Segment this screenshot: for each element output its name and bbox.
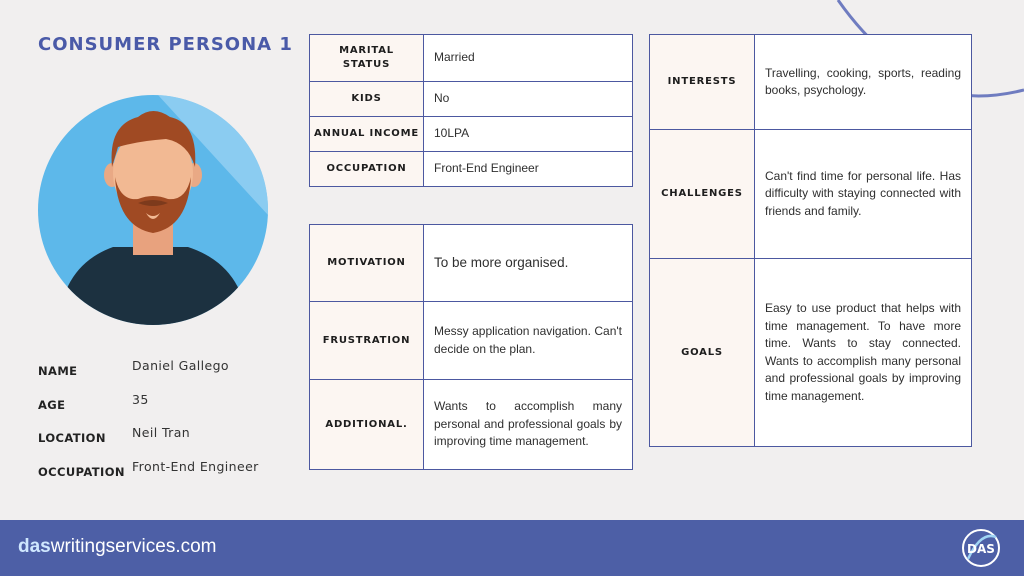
profile-label: NAME [38,364,78,378]
trait-value: Travelling, cooking, sports, reading books, psychology. [755,35,972,130]
detail-label: ANNUAL INCOME [310,117,424,152]
table-row [310,117,633,152]
table-row [310,152,633,187]
profile-label: AGE [38,397,66,412]
brand-suffix: writingservices.com [50,536,217,557]
table-row [310,302,633,380]
trait-value: Can't find time for personal life. Has difficulty with staying connected with friends and family. [755,130,972,259]
logo-text: DAS [967,542,995,556]
psycho-label: ADDITIONAL. [310,380,424,470]
profile-value: Neil Tran [132,425,191,440]
detail-value: No [424,82,633,117]
trait-value: Easy to use product that helps with time management. To have more time. Wants to stay connected. Wants to accomplish many personal and professional goals by improving time management. [755,259,972,447]
footer-bar [0,520,1024,576]
profile-label: LOCATION [38,431,106,445]
table-row [310,82,633,117]
detail-value: Married [424,35,633,82]
table-row [650,35,972,130]
traits-table [649,34,972,447]
detail-label: KIDS [310,82,424,117]
psycho-value: Wants to accomplish many personal and professional goals by improving time management. [424,380,633,470]
psycho-value: Messy application navigation. Can't decide on the plan. [424,302,633,380]
psycho-label: MOTIVATION [310,225,424,302]
brand-link[interactable] [18,536,217,558]
trait-label: INTERESTS [650,35,755,130]
profile-value: 35 [132,391,149,407]
das-logo-icon [956,523,1006,573]
trait-label: GOALS [650,259,755,447]
detail-value: 10LPA [424,117,633,152]
detail-label: OCCUPATION [310,152,424,187]
brand-prefix: das [18,536,51,557]
table-row [310,225,633,302]
detail-label: MARITAL STATUS [310,35,424,82]
table-row [310,35,633,82]
page-title: CONSUMER PERSONA 1 [38,34,293,55]
psycho-label: FRUSTRATION [310,302,424,380]
profile-value: Front-End Engineer [132,458,259,474]
profile-label: OCCUPATION [38,464,125,479]
persona-avatar [38,95,268,325]
psycho-value: To be more organised. [424,225,633,302]
table-row [650,130,972,259]
details-table [309,34,633,187]
table-row [650,259,972,447]
detail-value: Front-End Engineer [424,152,633,187]
profile-value: Daniel Gallego [132,358,229,373]
table-row [310,380,633,470]
trait-label: CHALLENGES [650,130,755,259]
psychographics-table [309,224,633,470]
